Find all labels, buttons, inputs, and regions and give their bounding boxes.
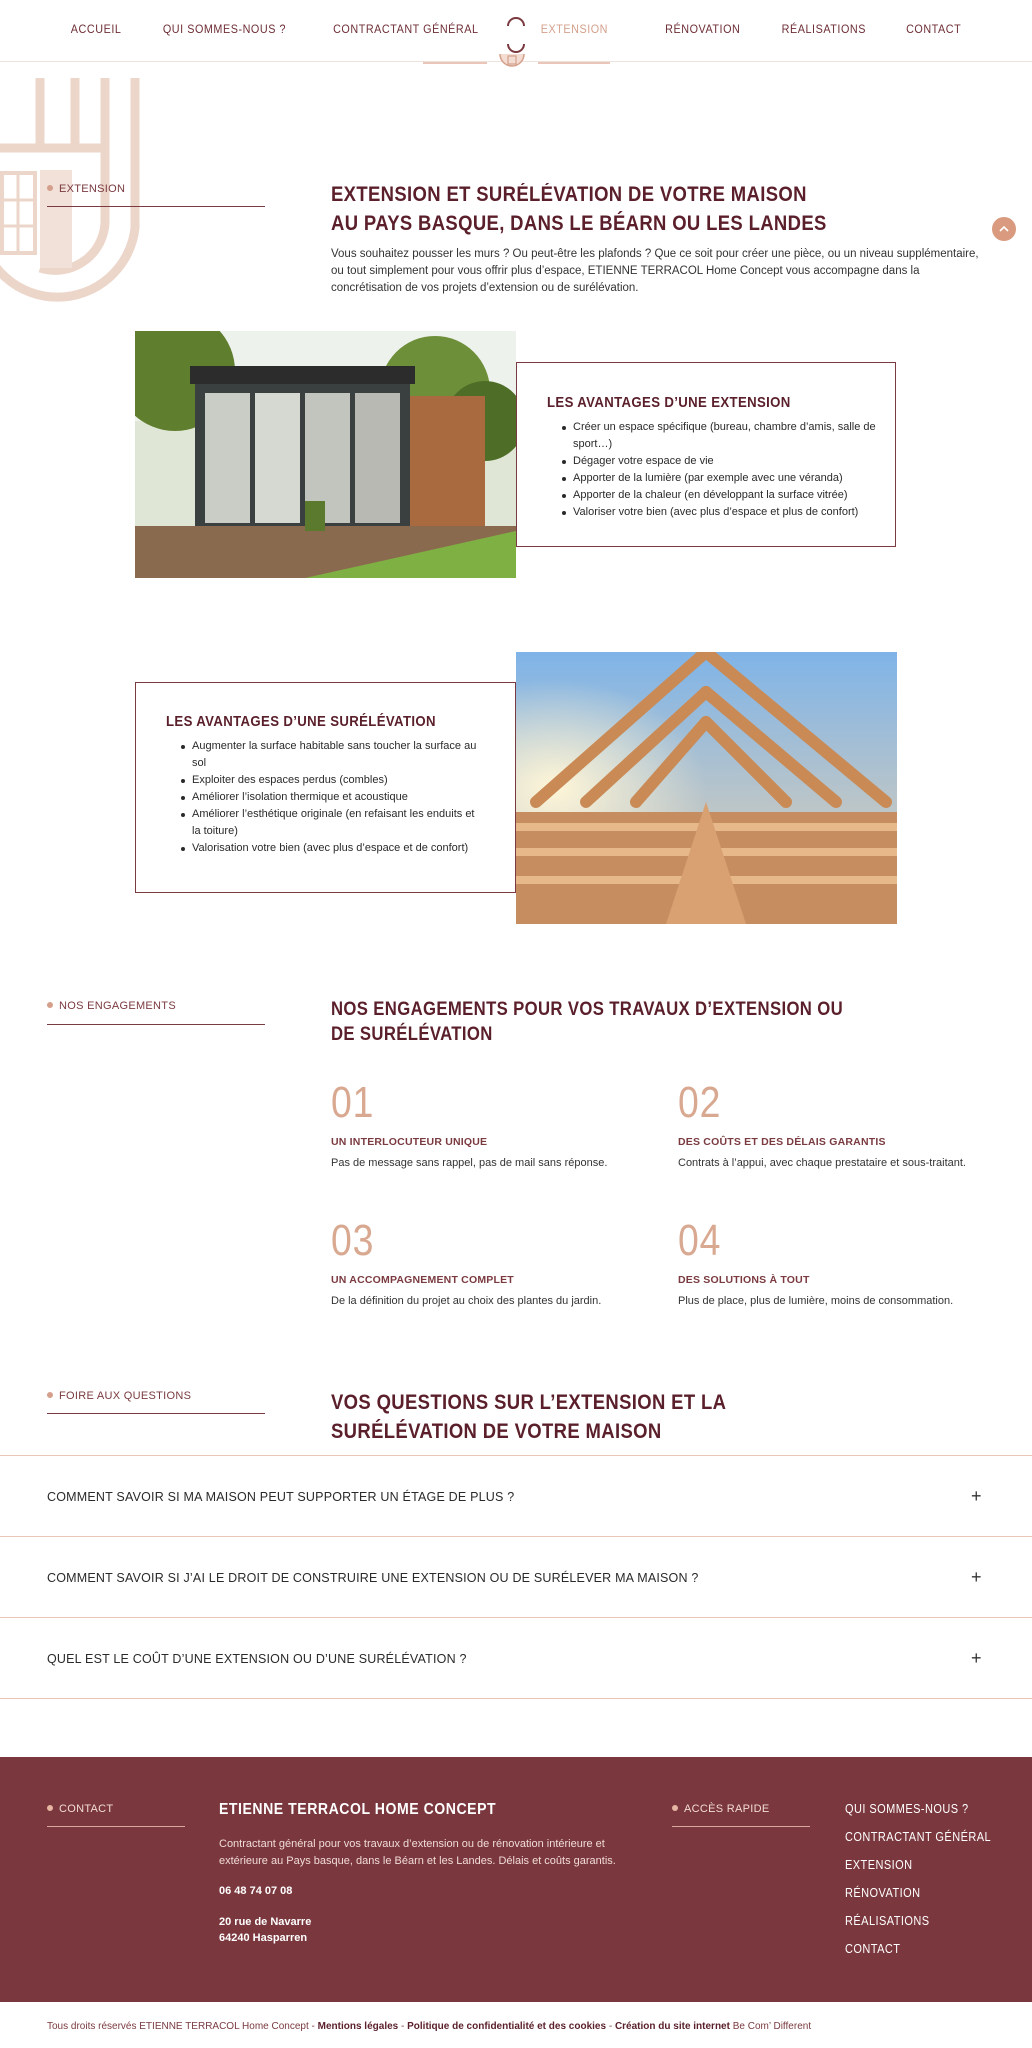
list-item: Créer un espace spécifique (bureau, chambre d’amis, salle de sport…) bbox=[559, 419, 877, 453]
intro-title bbox=[331, 180, 827, 238]
nav-active-underline-right bbox=[538, 62, 610, 64]
nav-item-qui-sommes-nous[interactable]: QUI SOMMES-NOUS ? bbox=[163, 22, 287, 36]
footer-address-line1: 20 rue de Navarre bbox=[219, 1916, 312, 1928]
footer-quick-access-label: ACCÈS RAPIDE bbox=[672, 1803, 770, 1815]
faq-divider bbox=[0, 1698, 1032, 1699]
nav-item-realisations[interactable]: RÉALISATIONS bbox=[781, 22, 867, 36]
footer-brand: ETIENNE TERRACOL HOME CONCEPT bbox=[219, 1801, 497, 1818]
section-label-faq: FOIRE AUX QUESTIONS bbox=[47, 1390, 191, 1402]
intro-text: Vous souhaitez pousser les murs ? Ou peut-être les plafonds ? Que ce soit pour créer une pièce, ou un niveau supplémentaire, ou tout simplement pour vous offrir plus d’espace, ETIENNE TERRACOL Home Concept vous accompagne dans la concrétisation de vos projets d’extension ou de surélévation. bbox=[331, 248, 979, 294]
plus-icon[interactable]: + bbox=[971, 1567, 982, 1587]
footer-description: Contractant général pour vos travaux d’extension ou de rénovation intérieure et extérieure au Pays basque, dans le Béarn et les Landes. Délais et coûts garantis. bbox=[219, 1838, 616, 1867]
nav-active-underline-left bbox=[423, 62, 487, 64]
engagements-title-line1: NOS ENGAGEMENTS POUR VOS TRAVAUX D’EXTENSION OU bbox=[331, 999, 844, 1020]
faq-title-line2: SURÉLÉVATION DE VOTRE MAISON bbox=[331, 1420, 662, 1443]
engagement-number: 03 bbox=[331, 1216, 375, 1265]
nav-item-contact[interactable]: CONTACT bbox=[905, 22, 961, 36]
footer-link-extension[interactable]: EXTENSION bbox=[845, 1858, 913, 1872]
intro-title-line1: EXTENSION ET SURÉLÉVATION DE VOTRE MAISON bbox=[331, 183, 807, 206]
engagement-text: Pas de message sans rappel, pas de mail sans réponse. bbox=[331, 1157, 608, 1169]
faq-title bbox=[331, 1388, 726, 1446]
engagement-number: 02 bbox=[678, 1078, 722, 1127]
footer-link-qui-sommes-nous[interactable]: QUI SOMMES-NOUS ? bbox=[845, 1802, 969, 1816]
list-item: Valorisation votre bien (avec plus d’espace et de confort) bbox=[178, 840, 484, 857]
nav-item-extension[interactable]: EXTENSION bbox=[540, 22, 608, 36]
footer-link-contact[interactable]: CONTACT bbox=[845, 1942, 901, 1956]
footer-quick-links bbox=[845, 1801, 1011, 1969]
copyright-text: Tous droits réservés ETIENNE TERRACOL Home Concept - bbox=[47, 2021, 318, 2032]
extension-advantages-title: LES AVANTAGES D’UNE EXTENSION bbox=[547, 394, 791, 411]
engagement-text: De la définition du projet au choix des plantes du jardin. bbox=[331, 1295, 602, 1307]
footer-contact-label: CONTACT bbox=[47, 1803, 113, 1815]
faq-item[interactable] bbox=[0, 1455, 1032, 1537]
faq-item[interactable] bbox=[0, 1536, 1032, 1618]
engagements-title-line2: DE SURÉLÉVATION bbox=[331, 1024, 493, 1045]
logo-arch-icon[interactable] bbox=[504, 4, 528, 56]
list-item: Apporter de la lumière (par exemple avec une véranda) bbox=[559, 470, 877, 487]
engagement-text: Plus de place, plus de lumière, moins de consommation. bbox=[678, 1295, 954, 1307]
surelevation-advantages-list bbox=[166, 738, 484, 857]
section-label-extension: EXTENSION bbox=[47, 183, 125, 195]
faq-question: COMMENT SAVOIR SI MA MAISON PEUT SUPPORTER UN ÉTAGE DE PLUS ? bbox=[47, 1489, 515, 1504]
extension-advantages-card bbox=[516, 362, 896, 547]
nav-item-contractant-general[interactable]: CONTRACTANT GÉNÉRAL bbox=[333, 22, 479, 36]
footer-label-rule bbox=[47, 1826, 185, 1827]
footer-phone[interactable]: 06 48 74 07 08 bbox=[219, 1885, 293, 1897]
footer-address-line2: 64240 Hasparren bbox=[219, 1932, 308, 1944]
list-item: Améliorer l’isolation thermique et acoustique bbox=[178, 789, 484, 806]
section-label-engagements: NOS ENGAGEMENTS bbox=[47, 1000, 176, 1012]
engagement-item bbox=[678, 1080, 1018, 1169]
list-item: Améliorer l’esthétique originale (en refaisant les enduits et la toiture) bbox=[178, 806, 484, 840]
plus-icon[interactable]: + bbox=[971, 1648, 982, 1668]
faq-title-line1: VOS QUESTIONS SUR L’EXTENSION ET LA bbox=[331, 1391, 727, 1414]
faq-question: QUEL EST LE COÛT D’UNE EXTENSION OU D’UNE SURÉLÉVATION ? bbox=[47, 1651, 467, 1666]
extension-photo bbox=[135, 331, 516, 578]
section-label-rule bbox=[47, 1024, 265, 1025]
privacy-policy-link[interactable]: Politique de confidentialité et des cookies bbox=[407, 2021, 607, 2032]
site-creation-link[interactable]: Création du site internet bbox=[614, 2021, 730, 2032]
engagement-number: 04 bbox=[678, 1216, 722, 1265]
engagement-item bbox=[678, 1218, 1018, 1307]
engagement-item bbox=[331, 1080, 651, 1169]
list-item: Valoriser votre bien (avec plus d’espace et plus de confort) bbox=[559, 504, 877, 521]
intro-title-line2: AU PAYS BASQUE, DANS LE BÉARN OU LES LANDES bbox=[331, 212, 827, 235]
logo-medal-icon bbox=[498, 52, 526, 78]
footer-address bbox=[219, 1914, 311, 1946]
engagement-text: Contrats à l’appui, avec chaque prestataire et sous-traitant. bbox=[678, 1157, 966, 1169]
list-item: Apporter de la chaleur (en développant la surface vitrée) bbox=[559, 487, 877, 504]
faq-question: COMMENT SAVOIR SI J’AI LE DROIT DE CONSTRUIRE UNE EXTENSION OU DE SURÉLEVER MA MAISON ? bbox=[47, 1570, 699, 1585]
surelevation-advantages-title: LES AVANTAGES D’UNE SURÉLÉVATION bbox=[166, 713, 436, 730]
footer-link-renovation[interactable]: RÉNOVATION bbox=[845, 1886, 921, 1900]
section-label-rule bbox=[47, 1413, 265, 1414]
engagements-title bbox=[331, 997, 843, 1047]
extension-advantages-list bbox=[547, 419, 877, 521]
engagement-title: DES SOLUTIONS À TOUT bbox=[678, 1274, 810, 1286]
decorative-window-arch-icon bbox=[0, 78, 145, 323]
scroll-top-button[interactable] bbox=[992, 217, 1016, 241]
footer-link-contractant-general[interactable]: CONTRACTANT GÉNÉRAL bbox=[845, 1830, 992, 1844]
bottom-bar bbox=[47, 2021, 811, 2032]
nav-item-renovation[interactable]: RÉNOVATION bbox=[665, 22, 741, 36]
roof-frame-photo bbox=[516, 652, 897, 924]
engagement-title: UN INTERLOCUTEUR UNIQUE bbox=[331, 1136, 488, 1148]
faq-item[interactable] bbox=[0, 1617, 1032, 1699]
separator: - bbox=[398, 2021, 408, 2032]
footer-link-realisations[interactable]: RÉALISATIONS bbox=[845, 1914, 930, 1928]
engagement-title: UN ACCOMPAGNEMENT COMPLET bbox=[331, 1274, 514, 1286]
section-label-rule bbox=[47, 206, 265, 207]
plus-icon[interactable]: + bbox=[971, 1486, 982, 1506]
engagement-title: DES COÛTS ET DES DÉLAIS GARANTIS bbox=[678, 1136, 886, 1148]
list-item: Augmenter la surface habitable sans toucher la surface au sol bbox=[178, 738, 484, 772]
engagement-item bbox=[331, 1218, 651, 1307]
footer-label-rule bbox=[672, 1826, 810, 1827]
list-item: Exploiter des espaces perdus (combles) bbox=[178, 772, 484, 789]
surelevation-advantages-card bbox=[135, 682, 516, 893]
agency-name[interactable]: Be Com’ Different bbox=[729, 2021, 812, 2032]
chevron-up-icon bbox=[998, 223, 1010, 235]
engagement-number: 01 bbox=[331, 1078, 375, 1127]
legal-notice-link[interactable]: Mentions légales bbox=[317, 2021, 399, 2032]
nav-item-accueil[interactable]: ACCUEIL bbox=[70, 22, 122, 36]
list-item: Dégager votre espace de vie bbox=[559, 453, 877, 470]
separator: - bbox=[606, 2021, 615, 2032]
